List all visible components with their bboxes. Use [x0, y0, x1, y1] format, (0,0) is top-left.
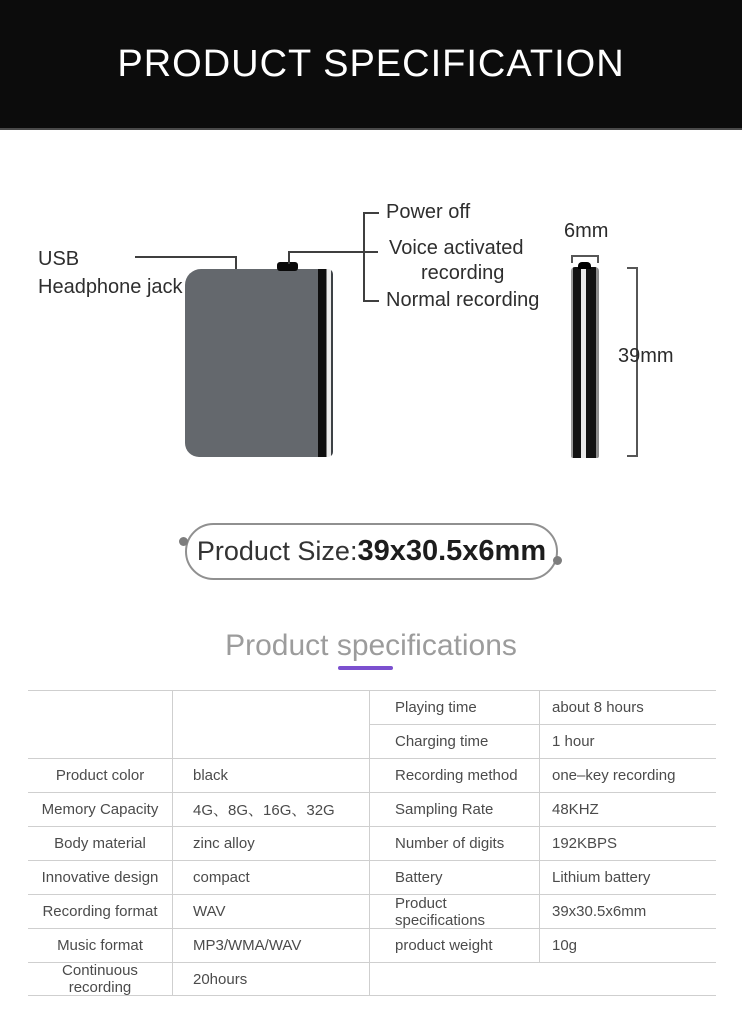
table-row	[28, 861, 370, 895]
spec-label: Sampling Rate	[370, 793, 540, 826]
table-row	[370, 691, 716, 725]
product-size-value: 39x30.5x6mm	[357, 535, 547, 567]
spec-table-left-half	[28, 691, 370, 996]
table-row	[28, 827, 370, 861]
spec-value: 48KHZ	[552, 801, 599, 818]
table-row	[370, 725, 716, 759]
spec-value: one–key recording	[552, 767, 676, 784]
spec-value: WAV	[173, 895, 370, 928]
device-side-edge-stripes	[318, 269, 333, 457]
usb-leader-line-horizontal	[135, 256, 237, 258]
spec-table-right-half	[370, 691, 716, 996]
spec-value: 4G、8G、16G、32G	[173, 793, 370, 826]
spec-label: Battery	[370, 861, 540, 894]
usb-label: USB	[38, 248, 80, 270]
spec-value: 1 hour	[552, 733, 595, 750]
product-size-pill	[185, 523, 558, 580]
table-row	[28, 793, 370, 827]
spec-label: Product specifications	[370, 895, 540, 928]
spec-label: Number of digits	[370, 827, 540, 860]
table-row	[370, 895, 716, 929]
table-row	[370, 929, 716, 963]
spec-value: 20hours	[173, 963, 370, 995]
empty-cell	[370, 963, 540, 995]
table-row	[28, 895, 370, 929]
spec-value: black	[173, 759, 370, 792]
spec-label: product weight	[370, 929, 540, 962]
spec-value: Lithium battery	[552, 869, 651, 886]
spec-value: 192KBPS	[552, 835, 618, 852]
header-bar	[0, 0, 742, 130]
spec-value: compact	[173, 861, 370, 894]
table-row	[370, 861, 716, 895]
thickness-bracket-horizontal	[571, 255, 599, 257]
spec-label: Innovative design	[28, 861, 173, 894]
function-bracket-vertical	[363, 212, 365, 302]
pill-end-dot-right	[553, 556, 562, 565]
power-off-label: Power off	[386, 201, 471, 223]
usb-leader-line-vertical	[235, 256, 237, 270]
spec-label: Charging time	[370, 725, 540, 758]
spec-label: Memory Capacity	[28, 793, 173, 826]
table-row	[370, 793, 716, 827]
device-front-view	[185, 269, 333, 457]
normal-recording-label: Normal recording	[386, 289, 540, 311]
table-row	[28, 929, 370, 963]
thickness-bracket-tick-left	[571, 255, 573, 263]
spec-label: Body material	[28, 827, 173, 860]
spec-value: 39x30.5x6mm	[552, 903, 647, 920]
headphone-jack-label: Headphone jack	[38, 276, 183, 298]
table-row	[370, 827, 716, 861]
spec-label: Continuous recording	[28, 963, 173, 995]
spec-label: Music format	[28, 929, 173, 962]
empty-cell	[540, 963, 716, 995]
spec-value: 10g	[552, 937, 578, 954]
table-row	[370, 963, 716, 996]
empty-cell	[28, 691, 173, 758]
voice-activated-label-line2: recording	[421, 262, 505, 284]
height-bracket-tick-bottom	[627, 455, 637, 457]
thickness-dimension-label: 6mm	[564, 220, 609, 242]
section-title: Product specifications	[225, 629, 517, 662]
table-row	[370, 759, 716, 793]
empty-cell	[173, 691, 370, 758]
voice-activated-label-line1: Voice activated	[389, 237, 524, 259]
thickness-bracket-tick-right	[597, 255, 599, 263]
device-side-view	[571, 267, 599, 458]
spec-label: Product color	[28, 759, 173, 792]
page-title: PRODUCT SPECIFICATION	[117, 42, 625, 85]
device-body	[185, 269, 318, 457]
spec-label: Recording method	[370, 759, 540, 792]
spec-label: Playing time	[370, 691, 540, 724]
function-bracket-tick-top	[363, 212, 379, 214]
pill-end-dot-left	[179, 537, 188, 546]
table-row	[28, 963, 370, 996]
function-bracket-tick-bottom	[363, 300, 379, 302]
spec-value: about 8 hours	[552, 699, 644, 716]
table-row	[28, 759, 370, 793]
table-row	[28, 691, 370, 759]
height-bracket-tick-top	[627, 267, 637, 269]
section-title-accent-underline	[338, 666, 393, 670]
spec-value: zinc alloy	[173, 827, 370, 860]
spec-label: Recording format	[28, 895, 173, 928]
product-size-prefix: Product Size:	[196, 536, 358, 566]
device-side-view-button-cap	[578, 262, 591, 269]
height-dimension-label: 39mm	[618, 345, 674, 367]
spec-value: MP3/WMA/WAV	[173, 929, 370, 962]
spec-table	[28, 690, 716, 996]
